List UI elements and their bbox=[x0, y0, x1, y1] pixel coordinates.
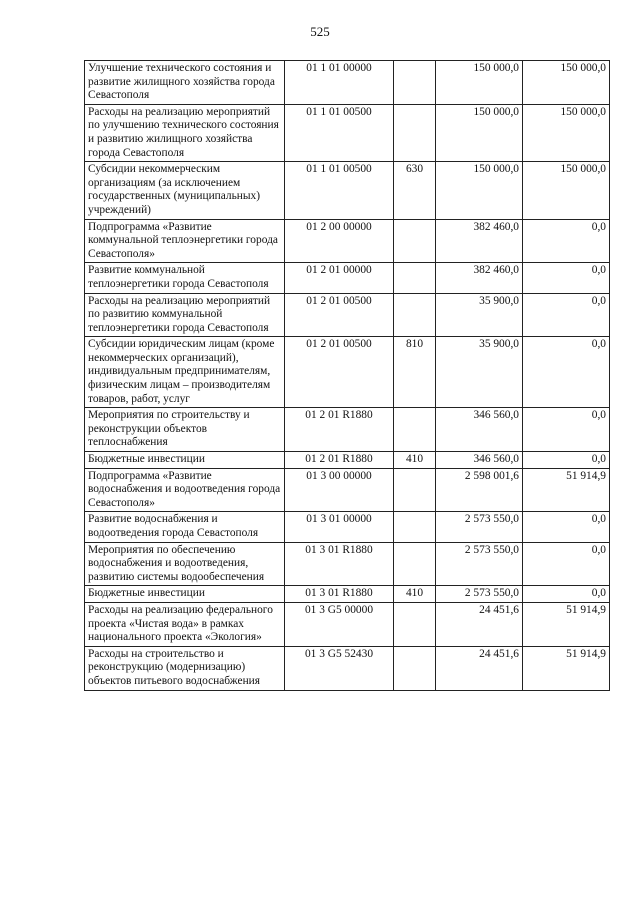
table-row bbox=[85, 542, 610, 586]
row-code: 01 1 01 00500 bbox=[285, 104, 394, 161]
row-amount-year-1: 150 000,0 bbox=[436, 61, 523, 105]
row-amount-year-2: 0,0 bbox=[523, 586, 610, 603]
row-name: Развитие водоснабжения и водоотведения города Севастополя bbox=[85, 512, 285, 542]
row-name: Подпрограмма «Развитие коммунальной теплоэнергетики города Севастополя» bbox=[85, 219, 285, 263]
row-code: 01 3 01 R1880 bbox=[285, 542, 394, 586]
row-expense-type bbox=[394, 542, 436, 586]
table-row bbox=[85, 293, 610, 337]
row-amount-year-2: 0,0 bbox=[523, 512, 610, 542]
row-code: 01 3 G5 00000 bbox=[285, 602, 394, 646]
row-code: 01 2 01 R1880 bbox=[285, 408, 394, 452]
row-amount-year-1: 2 573 550,0 bbox=[436, 542, 523, 586]
table-row bbox=[85, 602, 610, 646]
budget-table bbox=[84, 60, 610, 691]
row-name: Бюджетные инвестиции bbox=[85, 452, 285, 469]
table-row bbox=[85, 263, 610, 293]
row-code: 01 1 01 00000 bbox=[285, 61, 394, 105]
row-expense-type bbox=[394, 512, 436, 542]
row-amount-year-1: 35 900,0 bbox=[436, 337, 523, 408]
row-amount-year-2: 0,0 bbox=[523, 408, 610, 452]
table-row bbox=[85, 104, 610, 161]
row-expense-type: 410 bbox=[394, 452, 436, 469]
row-name: Мероприятия по обеспечению водоснабжения и водоотведения, развитию системы водообеспечения bbox=[85, 542, 285, 586]
row-name: Подпрограмма «Развитие водоснабжения и водоотведения города Севастополя» bbox=[85, 468, 285, 512]
table-row bbox=[85, 452, 610, 469]
row-name: Улучшение технического состояния и развитие жилищного хозяйства города Севастополя bbox=[85, 61, 285, 105]
row-name: Бюджетные инвестиции bbox=[85, 586, 285, 603]
row-name: Расходы на реализацию мероприятий по улучшению технического состояния и развитию жилищного хозяйства города Севастополя bbox=[85, 104, 285, 161]
row-expense-type bbox=[394, 104, 436, 161]
row-expense-type: 810 bbox=[394, 337, 436, 408]
table-row bbox=[85, 512, 610, 542]
table-row bbox=[85, 219, 610, 263]
table-row bbox=[85, 646, 610, 690]
row-code: 01 3 01 R1880 bbox=[285, 586, 394, 603]
row-expense-type bbox=[394, 408, 436, 452]
row-name: Субсидии юридическим лицам (кроме некоммерческих организаций), индивидуальным предпринимателям, физическим лицам – производителям товаров, работ, услуг bbox=[85, 337, 285, 408]
row-amount-year-2: 0,0 bbox=[523, 337, 610, 408]
row-expense-type bbox=[394, 468, 436, 512]
table-row bbox=[85, 162, 610, 219]
row-amount-year-1: 2 573 550,0 bbox=[436, 586, 523, 603]
row-code: 01 3 01 00000 bbox=[285, 512, 394, 542]
row-amount-year-2: 150 000,0 bbox=[523, 162, 610, 219]
row-code: 01 2 01 00500 bbox=[285, 337, 394, 408]
table-row bbox=[85, 408, 610, 452]
row-amount-year-1: 2 573 550,0 bbox=[436, 512, 523, 542]
row-amount-year-2: 51 914,9 bbox=[523, 646, 610, 690]
row-amount-year-2: 150 000,0 bbox=[523, 104, 610, 161]
row-amount-year-2: 0,0 bbox=[523, 219, 610, 263]
table-row bbox=[85, 468, 610, 512]
row-name: Расходы на реализацию мероприятий по развитию коммунальной теплоэнергетики города Севастополя bbox=[85, 293, 285, 337]
row-amount-year-1: 2 598 001,6 bbox=[436, 468, 523, 512]
row-amount-year-2: 0,0 bbox=[523, 542, 610, 586]
row-amount-year-1: 150 000,0 bbox=[436, 162, 523, 219]
row-expense-type bbox=[394, 646, 436, 690]
row-amount-year-2: 0,0 bbox=[523, 263, 610, 293]
row-name: Мероприятия по строительству и реконструкции объектов теплоснабжения bbox=[85, 408, 285, 452]
row-amount-year-1: 382 460,0 bbox=[436, 219, 523, 263]
row-amount-year-1: 35 900,0 bbox=[436, 293, 523, 337]
row-amount-year-1: 346 560,0 bbox=[436, 408, 523, 452]
row-amount-year-1: 24 451,6 bbox=[436, 646, 523, 690]
row-amount-year-2: 0,0 bbox=[523, 452, 610, 469]
row-amount-year-2: 51 914,9 bbox=[523, 602, 610, 646]
page-number: 525 bbox=[310, 24, 330, 39]
row-amount-year-1: 346 560,0 bbox=[436, 452, 523, 469]
row-code: 01 1 01 00500 bbox=[285, 162, 394, 219]
table-row bbox=[85, 586, 610, 603]
row-code: 01 2 01 00000 bbox=[285, 263, 394, 293]
row-code: 01 2 00 00000 bbox=[285, 219, 394, 263]
row-code: 01 2 01 00500 bbox=[285, 293, 394, 337]
row-amount-year-1: 382 460,0 bbox=[436, 263, 523, 293]
budget-table-body bbox=[85, 61, 610, 691]
row-name: Субсидии некоммерческим организациям (за исключением государственных (муниципальных) учреждений) bbox=[85, 162, 285, 219]
table-row bbox=[85, 337, 610, 408]
row-expense-type: 410 bbox=[394, 586, 436, 603]
row-expense-type bbox=[394, 219, 436, 263]
row-name: Расходы на реализацию федерального проекта «Чистая вода» в рамках национального проекта «Экология» bbox=[85, 602, 285, 646]
row-name: Расходы на строительство и реконструкцию (модернизацию) объектов питьевого водоснабжения bbox=[85, 646, 285, 690]
row-name: Развитие коммунальной теплоэнергетики города Севастополя bbox=[85, 263, 285, 293]
row-expense-type bbox=[394, 263, 436, 293]
row-amount-year-2: 150 000,0 bbox=[523, 61, 610, 105]
row-amount-year-2: 51 914,9 bbox=[523, 468, 610, 512]
row-code: 01 3 G5 52430 bbox=[285, 646, 394, 690]
row-expense-type bbox=[394, 602, 436, 646]
row-expense-type bbox=[394, 61, 436, 105]
row-amount-year-1: 24 451,6 bbox=[436, 602, 523, 646]
row-expense-type: 630 bbox=[394, 162, 436, 219]
row-code: 01 2 01 R1880 bbox=[285, 452, 394, 469]
table-row bbox=[85, 61, 610, 105]
row-expense-type bbox=[394, 293, 436, 337]
row-amount-year-2: 0,0 bbox=[523, 293, 610, 337]
row-code: 01 3 00 00000 bbox=[285, 468, 394, 512]
row-amount-year-1: 150 000,0 bbox=[436, 104, 523, 161]
